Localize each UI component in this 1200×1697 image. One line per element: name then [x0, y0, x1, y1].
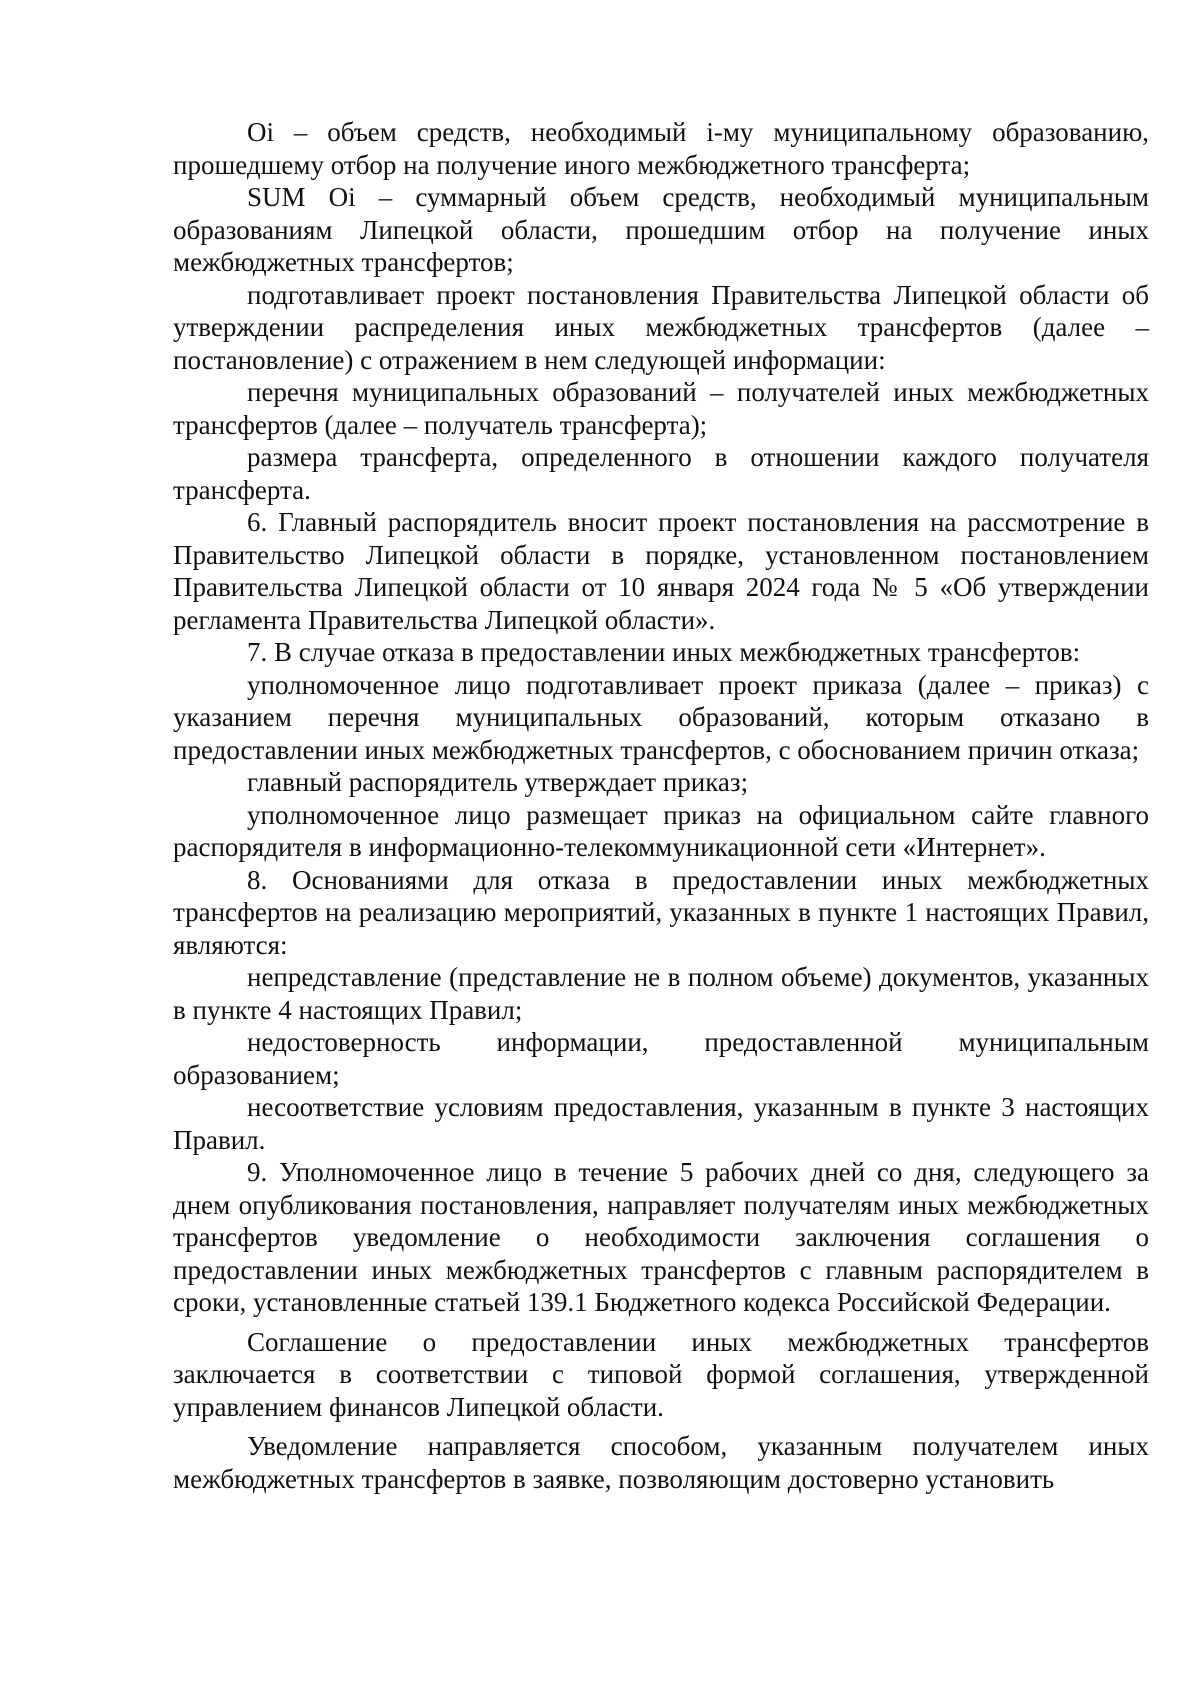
paragraph-non-compliance: несоответствие условиям предоставления, указанным в пункте 3 настоящих Правил. — [173, 1092, 1149, 1155]
paragraph-list-of-municipalities: перечня муниципальных образований – получателей иных межбюджетных трансфертов (далее – получатель трансферта); — [173, 377, 1149, 440]
paragraph-oi-definition: Oi – объем средств, необходимый i-му муниципальному образованию, прошедшему отбор на получение иного межбюджетного трансферта; — [173, 117, 1149, 180]
paragraph-non-submission: непредставление (представление не в полном объеме) документов, указанных в пункте 4 настоящих Правил; — [173, 962, 1149, 1025]
paragraph-publishes-order: уполномоченное лицо размещает приказ на официальном сайте главного распорядителя в информационно-телекоммуникационной сети «Интернет». — [173, 799, 1149, 862]
paragraph-item-7: 7. В случае отказа в предоставлении иных межбюджетных трансфертов: — [247, 637, 1081, 667]
paragraph-notification: Уведомление направляется способом, указанным получателем иных межбюджетных трансфертов в заявке, позволяющим достоверно установить — [173, 1431, 1149, 1494]
paragraph-sum-oi-definition: SUM Oi – суммарный объем средств, необходимый муниципальным образованиям Липецкой области, прошедшим отбор на получение иных межбюджетных трансфертов; — [173, 182, 1149, 277]
paragraph-item-6: 6. Главный распорядитель вносит проект постановления на рассмотрение в Правительство Липецкой области в порядке, установленном постановлением Правительства Липецкой области от 10 января 2024 года № 5 «Об утверждении регламента Правительства Липецкой области». — [173, 507, 1149, 635]
paragraph-transfer-size: размера трансферта, определенного в отношении каждого получателя трансферта. — [173, 442, 1149, 505]
document-body — [173, 116, 1149, 1495]
paragraph-prepares-draft: подготавливает проект постановления Правительства Липецкой области об утверждении распределения иных межбюджетных трансфертов (далее – постановление) с отражением в нем следующей информации: — [173, 279, 1149, 375]
paragraph-agreement: Соглашение о предоставлении иных межбюджетных трансфертов заключается в соответствии с типовой формой соглашения, утвержденной управлением финансов Липецкой области. — [173, 1326, 1149, 1422]
paragraph-item-8: 8. Основаниями для отказа в предоставлении иных межбюджетных трансфертов на реализацию мероприятий, указанных в пункте 1 настоящих Правил, являются: — [173, 864, 1149, 960]
paragraph-item-9: 9. Уполномоченное лицо в течение 5 рабочих дней со дня, следующего за днем опубликования постановления, направляет получателям иных межбюджетных трансфертов уведомление о необходимости заключения соглашения о предоставлении иных межбюджетных трансфертов с главным распорядителем в сроки, установленные статьей 139.1 Бюджетного кодекса Российской Федерации. — [173, 1157, 1149, 1317]
paragraph-approves-order: главный распорядитель утверждает приказ; — [247, 767, 749, 797]
paragraph-order-draft: уполномоченное лицо подготавливает проект приказа (далее – приказ) с указанием перечня муниципальных образований, которым отказано в предоставлении иных межбюджетных трансфертов, с обоснованием причин отказа; — [173, 669, 1149, 765]
paragraph-unreliable-info: недостоверность информации, предоставленной муниципальным образованием; — [173, 1027, 1149, 1090]
